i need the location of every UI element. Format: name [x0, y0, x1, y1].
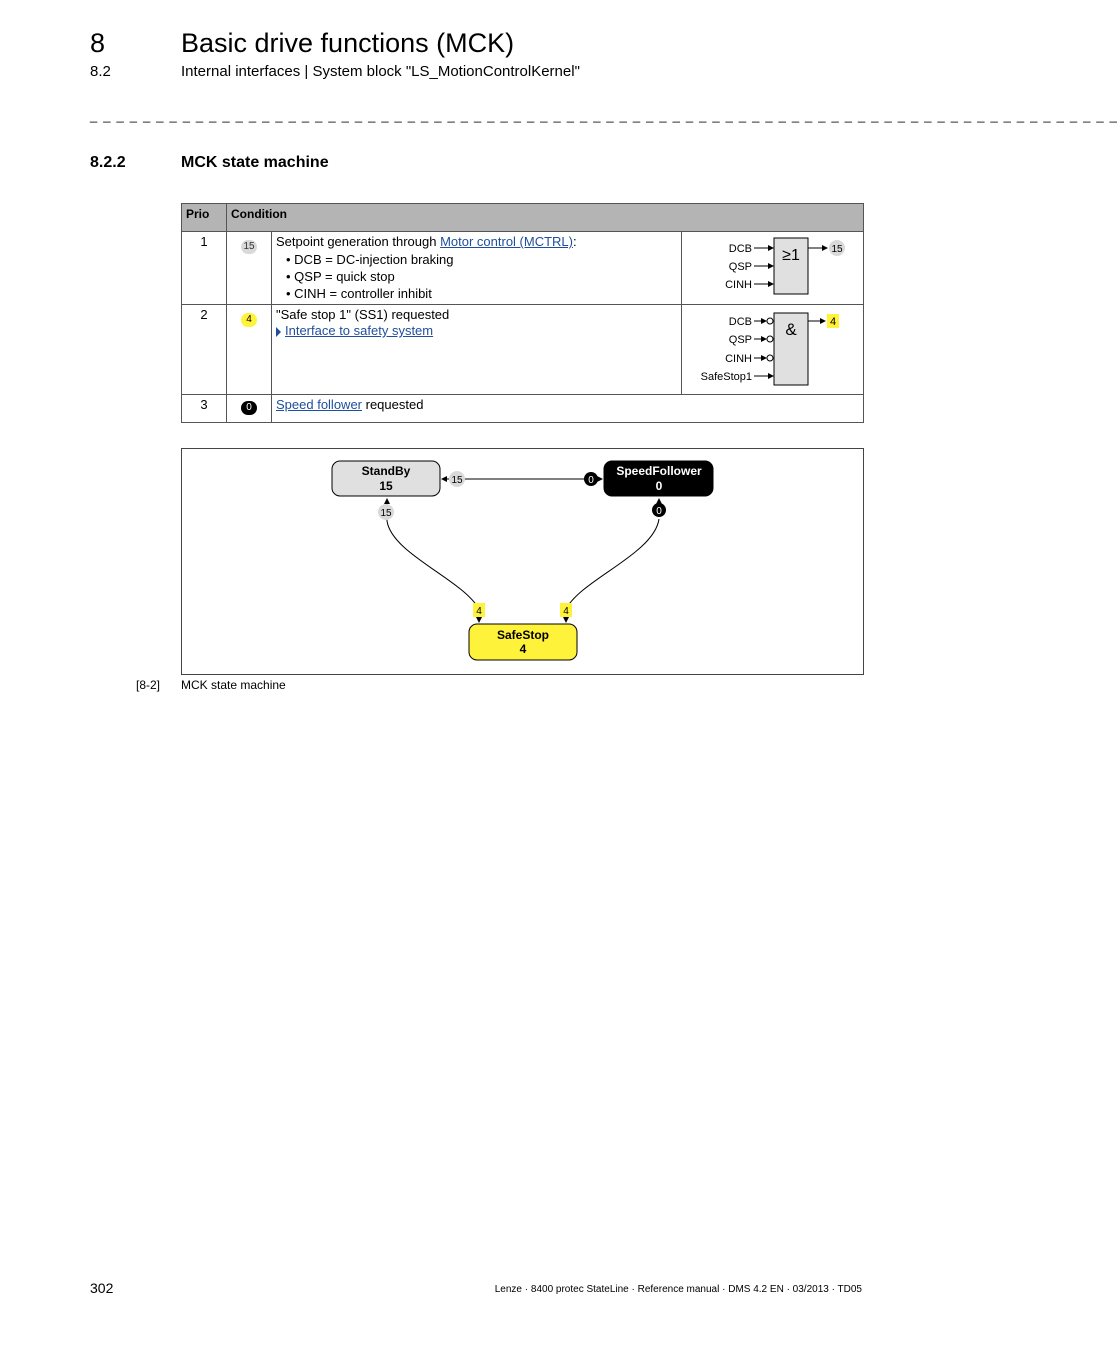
state-speedfollower — [604, 461, 713, 496]
state-number: 4 — [519, 642, 527, 656]
footer-text: Lenze · 8400 protec StateLine · Reference manual · DMS 4.2 EN · 03/2013 · TD05 — [494, 1284, 862, 1295]
gate-input-label: SafeStop1 — [700, 371, 752, 383]
table-row — [182, 395, 864, 423]
gate-output-badge: 15 — [831, 244, 843, 255]
state-name: StandBy — [361, 464, 411, 478]
speed-follower-link[interactable]: Speed follower — [276, 397, 362, 412]
figure-number: [8-2] — [136, 678, 161, 692]
state-name: SpeedFollower — [616, 464, 702, 478]
figure-caption: MCK state machine — [181, 678, 286, 692]
svg-text:15: 15 — [380, 508, 392, 519]
state-standby — [332, 461, 440, 496]
state-badge: 0 — [241, 401, 257, 415]
table-row — [182, 232, 864, 305]
state-number: 15 — [379, 479, 393, 493]
subsection-title: MCK state machine — [181, 154, 329, 171]
svg-text:4: 4 — [563, 606, 569, 617]
section-title: Internal interfaces | System block "LS_MotionControlKernel" — [181, 63, 580, 80]
gate-output-badge: 4 — [829, 316, 837, 328]
state-number: 0 — [655, 479, 663, 493]
list-item: • CINH = controller inhibit — [286, 285, 677, 302]
motor-control-link[interactable]: Motor control (MCTRL) — [440, 234, 573, 249]
table-header-row — [182, 204, 864, 232]
gate-input-label: DCB — [728, 243, 752, 255]
gate-input-label: CINH — [725, 353, 752, 365]
table-row — [182, 305, 864, 395]
header-divider: _ _ _ _ _ _ _ _ _ _ _ _ _ _ _ _ _ _ _ _ _ _ _ _ _ _ _ _ _ _ _ _ _ _ _ _ _ _ _ _ _ _ _ _ _ _ _ _ _ _ _ _ _ _ _ _ _ _ _ _ _ _ _ _ _ _ _ _ _ _ _ _ _ _ _ _ _ _ — [90, 108, 1118, 123]
page-number: 302 — [90, 1280, 114, 1296]
gate-symbol: ≥1 — [782, 247, 800, 264]
state-badge: 4 — [241, 313, 257, 327]
chapter-number: 8 — [90, 28, 106, 58]
list-item: • DCB = DC-injection braking — [286, 251, 677, 268]
gate-input-label: CINH — [725, 279, 752, 291]
gate-input-label: QSP — [728, 334, 752, 346]
state-safestop — [469, 624, 577, 660]
header-condition: Condition — [227, 204, 864, 232]
chapter-title: Basic drive functions (MCK) — [181, 28, 515, 58]
condition-cell: Setpoint generation through Motor control (MCTRL): • DCB = DC-injection braking • QSP = quick stop • CINH = controller inhibit — [272, 232, 682, 305]
state-name: SafeStop — [496, 628, 550, 642]
header-prio: Prio — [182, 204, 227, 232]
and-gate-diagram — [682, 305, 863, 393]
svg-text:4: 4 — [476, 606, 482, 617]
safety-interface-link[interactable]: Interface to safety system — [285, 323, 434, 338]
prio-cell: 2 — [182, 305, 227, 395]
condition-table — [181, 203, 864, 423]
svg-text:15: 15 — [451, 475, 463, 486]
list-item: • QSP = quick stop — [286, 268, 677, 285]
condition-cell: "Safe stop 1" (SS1) requested Interface to safety system — [272, 305, 682, 395]
subsection-number: 8.2.2 — [90, 154, 126, 171]
gate-input-label: QSP — [728, 261, 752, 273]
bullet-list — [276, 251, 677, 302]
or-gate-diagram — [682, 232, 863, 304]
state-badge: 15 — [241, 240, 257, 254]
prio-cell: 3 — [182, 395, 227, 423]
gate-symbol: & — [785, 320, 797, 339]
svg-text:0: 0 — [656, 506, 662, 517]
gate-input-label: DCB — [728, 316, 752, 328]
section-number: 8.2 — [90, 63, 111, 80]
link-arrow-icon — [276, 327, 281, 337]
svg-text:0: 0 — [588, 475, 594, 486]
state-machine-diagram — [181, 448, 864, 675]
condition-cell: Speed follower requested — [272, 395, 864, 423]
prio-cell: 1 — [182, 232, 227, 305]
